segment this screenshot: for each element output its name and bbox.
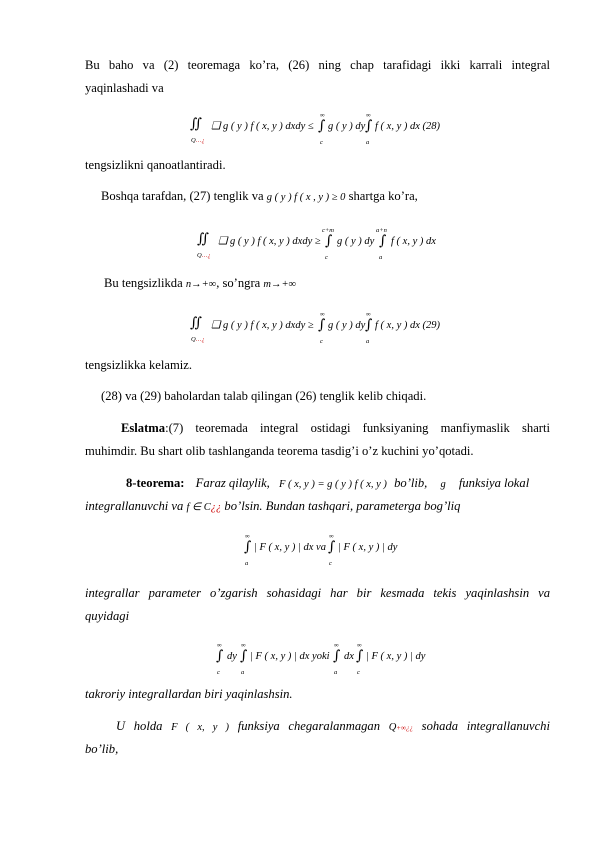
theorem-line: 8-teorema: Faraz qilaylik, F ( x, y ) = g ( y ) f ( x, y ) bo’lib, g funksiya lokal — [126, 476, 530, 490]
inline-formula: m→+∞ — [263, 279, 297, 290]
upper-limit: ∞ — [245, 533, 250, 540]
paragraph-line: yaqinlashadi va — [85, 81, 164, 95]
upper-limit: ∞ — [357, 642, 362, 649]
integrand: g ( y ) dy — [328, 320, 366, 331]
integral-sign: ∫ — [379, 233, 387, 249]
theorem-line: integrallanuvchi va f ∈ C¿¿ bo’lsin. Bundan tashqari, parameterga bog’liq — [85, 499, 461, 513]
integral-sign: ∫ — [216, 648, 224, 664]
integral-sign: ∫ — [244, 539, 252, 555]
integral-sign: ∫ — [240, 648, 248, 664]
integral-sign: ∫ — [318, 317, 326, 333]
integrand: g ( y ) dy — [337, 236, 375, 247]
lower-limit: a — [366, 139, 370, 146]
lower-limit: a — [379, 254, 383, 261]
lower-limit: a — [366, 338, 370, 345]
double-integral-sign: ∬ — [190, 315, 202, 331]
integrand: | F ( x, y ) | dx yoki — [250, 651, 330, 662]
inline-formula: Q+∞¿¿ — [388, 722, 413, 733]
paragraph-line: takroriy integrallardan biri yaqinlashsin. — [85, 687, 293, 701]
integral-sign: ∫ — [318, 118, 326, 134]
upper-limit: ∞ — [334, 642, 339, 649]
integral-sign: ∫ — [328, 539, 336, 555]
paragraph-line: tengsizlikni qanoatlantiradi. — [85, 158, 226, 172]
upper-limit: ∞ — [320, 311, 325, 318]
paragraph-line: Bu tengsizlikda n→+∞, so’ngra m→+∞ — [104, 276, 297, 290]
integrand: f ( x, y ) dx — [391, 236, 436, 247]
upper-limit: ∞ — [241, 642, 246, 649]
inline-formula: n→+∞ — [185, 279, 217, 290]
integral-sign: ∫ — [325, 233, 333, 249]
inline-formula: g ( y ) f ( x , y ) ≥ 0 — [266, 192, 346, 203]
inline-formula: F ( x, y ) — [171, 722, 230, 733]
lower-limit: c — [217, 669, 220, 676]
lower-limit: a — [334, 669, 338, 676]
integrand: dx — [344, 651, 354, 662]
upper-limit: ∞ — [217, 642, 222, 649]
integrand: ❑ g ( y ) f ( x, y ) dxdy ≥ — [218, 236, 321, 247]
upper-limit: a+n — [376, 227, 387, 234]
paragraph-line: tengsizlikka kelamiz. — [85, 358, 193, 372]
paragraph-line: (28) va (29) baholardan talab qilingan (26) tenglik kelib chiqadi. — [101, 389, 427, 403]
lower-limit: a — [241, 669, 245, 676]
integral-sign: ∫ — [356, 648, 364, 664]
note-line: muhimdir. Bu shart olib tashlanganda teorema tasdig’i o’z kuchini yo’qotadi. — [85, 444, 474, 458]
paragraph-line: Boshqa tarafdan, (27) tenglik va g ( y ) f ( x , y ) ≥ 0 shartga ko’ra, — [101, 189, 418, 203]
integral-sign: ∫ — [365, 317, 373, 333]
theorem-label: 8-teorema: — [126, 476, 185, 490]
upper-limit: ∞ — [366, 311, 371, 318]
integral-sign: ∫ — [365, 118, 373, 134]
integrand: f ( x, y ) dx (28) — [375, 121, 441, 132]
integrand: | F ( x, y ) | dy — [366, 651, 426, 662]
integral-sign: ∫ — [333, 648, 341, 664]
integral-domain: Q…¿ — [197, 252, 211, 259]
integrand: dy — [227, 651, 237, 662]
note-label: Eslatma — [121, 421, 166, 435]
integral-domain: Q…¿ — [191, 336, 205, 343]
double-integral-sign: ∬ — [197, 231, 209, 247]
inline-formula: g — [440, 479, 446, 490]
note-line: Eslatma:(7) teoremada integral ostidagi funksiyaning manfiymaslik sharti — [121, 421, 550, 435]
lower-limit: c — [329, 560, 332, 567]
inline-formula: F ( x, y ) = g ( y ) f ( x, y ) — [278, 479, 387, 490]
upper-limit: c+m — [322, 227, 334, 234]
lower-limit: c — [320, 338, 323, 345]
integrand: | F ( x, y ) | dx va — [254, 542, 326, 553]
lower-limit: c — [325, 254, 328, 261]
lower-limit: a — [245, 560, 249, 567]
integrand: ❑ g ( y ) f ( x, y ) dxdy ≥ — [211, 320, 314, 331]
double-integral-sign: ∬ — [190, 116, 202, 132]
paragraph-line: U holda F ( x, y ) funksiya chegaralanmagan Q+∞¿¿ sohada integrallanuvchi — [116, 719, 550, 733]
lower-limit: c — [320, 139, 323, 146]
upper-limit: ∞ — [320, 112, 325, 119]
integrand: ❑ g ( y ) f ( x, y ) dxdy ≤ — [211, 121, 314, 132]
paragraph-line: bo’lib, — [85, 742, 119, 756]
paragraph-line: integrallar parameter o’zgarish sohasidagi har bir kesmada tekis yaqinlashsin va — [85, 586, 550, 600]
integral-domain: Q…¿ — [191, 137, 205, 144]
upper-limit: ∞ — [366, 112, 371, 119]
paragraph-line: Bu baho va (2) teoremaga ko’ra, (26) ning chap tarafidagi ikki karrali integral — [85, 58, 550, 72]
integrand: f ( x, y ) dx (29) — [375, 320, 441, 331]
integrand: | F ( x, y ) | dy — [338, 542, 398, 553]
integrand: g ( y ) dy — [328, 121, 366, 132]
upper-limit: ∞ — [329, 533, 334, 540]
inline-formula: f ∈ C¿¿ — [186, 502, 222, 513]
lower-limit: c — [357, 669, 360, 676]
paragraph-line: quyidagi — [85, 609, 130, 623]
